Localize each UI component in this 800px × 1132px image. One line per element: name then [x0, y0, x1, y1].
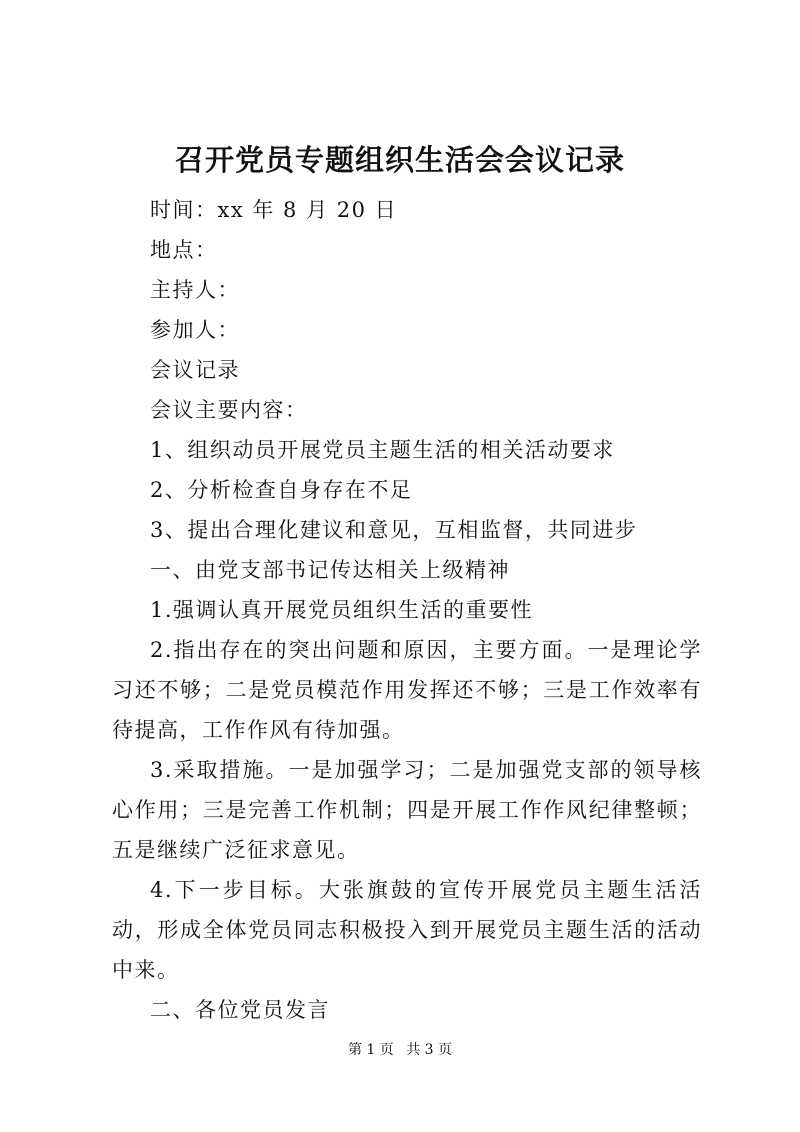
meeting-record-heading: 会议记录: [150, 358, 240, 382]
point-1: 1.强调认真开展党员组织生活的重要性: [150, 598, 534, 622]
point-4-paragraph: 4.下一步目标。大张旗鼓的宣传开展党员主题生活活动，形成全体党员同志积极投入到开展党员主题生活的活动中来。: [112, 878, 702, 982]
page-total: 共 3 页: [406, 1042, 453, 1058]
document-body: [112, 190, 702, 1030]
page-number: 第 1 页: [347, 1042, 394, 1058]
page-footer: [0, 1040, 800, 1060]
meeting-location: 地点：: [150, 238, 218, 262]
point-2-paragraph: 2.指出存在的突出问题和原因，主要方面。一是理论学习还不够；二是党员模范作用发挥还不够；三是工作效率有待提高，工作作风有待加强。: [112, 638, 702, 742]
meeting-attendees: 参加人：: [150, 318, 240, 342]
agenda-item-2: 2、分析检查自身存在不足: [150, 478, 413, 502]
meeting-host: 主持人：: [150, 278, 240, 302]
point-3-paragraph: 3.采取措施。一是加强学习；二是加强党支部的领导核心作用；三是完善工作机制；四是开展工作作风纪律整顿；五是继续广泛征求意见。: [112, 758, 702, 862]
section-one-heading: 一、由党支部书记传达相关上级精神: [150, 558, 510, 582]
agenda-item-3: 3、提出合理化建议和意见，互相监督，共同进步: [150, 518, 638, 542]
section-two-heading: 二、各位党员发言: [150, 998, 330, 1022]
document-title: 召开党员专题组织生活会会议记录: [174, 143, 625, 177]
agenda-item-1: 1、组织动员开展党员主题生活的相关活动要求: [150, 438, 615, 462]
main-content-heading: 会议主要内容：: [150, 398, 308, 422]
meeting-time: 时间：xx 年 8 月 20 日: [150, 198, 398, 222]
